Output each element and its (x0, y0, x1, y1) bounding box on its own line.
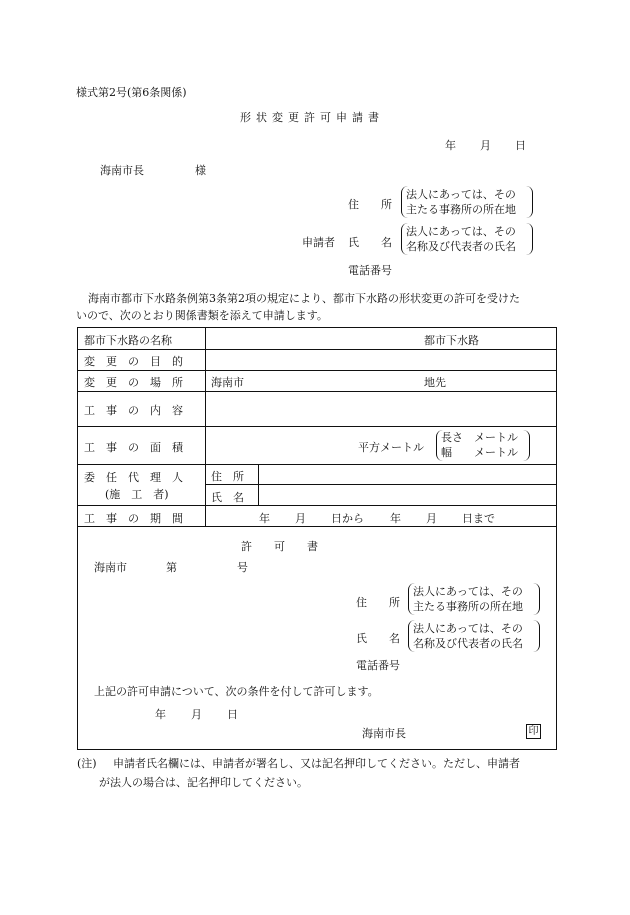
row-divider (77, 349, 557, 350)
note-line: 法人にあっては、その (413, 622, 523, 635)
note-line: 主たる事務所の所在地 (413, 600, 523, 613)
applicant-address-note (401, 186, 533, 218)
agent-address-label: 住 所 (211, 470, 244, 483)
applicant-name-note (401, 223, 533, 255)
date-year-label: 年 (445, 139, 456, 152)
note-line-2: が法人の場合は、記名押印してください。 (99, 776, 308, 789)
row-label-agent: 委 任 代 理 人 (84, 471, 183, 484)
permit-mayor: 海南市長 (362, 727, 406, 740)
intro-line-2: いので、次のとおり関係書類を添えて申請します。 (76, 309, 328, 322)
row-divider (77, 464, 557, 465)
row-divider (77, 526, 557, 527)
row-label-content: 工 事 の 内 容 (84, 404, 183, 417)
row-label-purpose: 変 更 の 目 的 (84, 355, 183, 368)
applicant-phone-label: 電話番号 (348, 264, 392, 277)
permit-name-label: 氏 名 (356, 632, 400, 645)
row-divider (77, 391, 557, 392)
note-line: 名称及び代表者の氏名 (406, 240, 516, 253)
area-length: 長さ メートル (441, 431, 518, 444)
row-divider (77, 370, 557, 371)
row-value-place-city: 海南市 (211, 376, 244, 389)
applicant-address-label: 住 所 (348, 198, 392, 211)
row-area-unit: 平方メートル (358, 441, 424, 454)
note-line: 主たる事務所の所在地 (406, 203, 516, 216)
period-from-month: 月 (295, 512, 306, 525)
permit-year: 年 (155, 708, 166, 721)
applicant-label: 申請者 (302, 236, 335, 249)
note-line-1: 申請者氏名欄には、申請者が署名し、又は記名押印してください。ただし、申請者 (113, 757, 520, 770)
permit-day: 日 (227, 708, 238, 721)
area-width: 幅 メートル (441, 446, 518, 459)
permit-city: 海南市 (94, 561, 127, 574)
addressee: 海南市長 (100, 164, 144, 177)
row-label-area: 工 事 の 面 積 (84, 441, 183, 454)
permit-name-note (408, 620, 540, 652)
seal-mark: 印 (526, 724, 541, 739)
note-line: 名称及び代表者の氏名 (413, 637, 523, 650)
form-number: 様式第2号(第6条関係) (76, 86, 187, 99)
date-day-label: 日 (515, 139, 526, 152)
row-value-name: 都市下水路 (424, 334, 479, 347)
period-to-day: 日まで (462, 512, 495, 525)
note-line: 法人にあっては、その (406, 188, 516, 201)
applicant-name-label: 氏 名 (348, 236, 392, 249)
permit-statement: 上記の許可申請について、次の条件を付して許可します。 (94, 685, 379, 698)
area-dimensions-note (436, 430, 530, 461)
column-divider (258, 464, 259, 505)
period-from-year: 年 (259, 512, 270, 525)
date-month-label: 月 (480, 139, 491, 152)
addressee-honorific: 様 (195, 164, 206, 177)
row-label-agent-sub: (施 工 者) (105, 488, 169, 501)
intro-line-1: 海南市都市下水路条例第3条第2項の規定により、都市下水路の形状変更の許可を受けた (88, 292, 520, 305)
row-label-period: 工 事 の 期 間 (84, 512, 183, 525)
permit-number-prefix: 第 (166, 561, 177, 574)
permit-number-suffix: 号 (237, 561, 248, 574)
permit-phone-label: 電話番号 (356, 659, 400, 672)
permit-address-label: 住 所 (356, 596, 400, 609)
column-divider (205, 327, 206, 526)
row-label-name: 都市下水路の名称 (84, 334, 172, 347)
table-border (77, 749, 557, 750)
period-to-month: 月 (426, 512, 437, 525)
row-divider (77, 505, 557, 506)
period-from-day: 日から (331, 512, 364, 525)
row-label-place: 変 更 の 場 所 (84, 376, 183, 389)
permit-title: 許 可 書 (241, 540, 318, 553)
period-to-year: 年 (390, 512, 401, 525)
note-line: 法人にあっては、その (406, 225, 516, 238)
note-label: (注) (77, 757, 97, 770)
permit-month: 月 (191, 708, 202, 721)
permit-address-note (408, 583, 540, 615)
agent-name-label: 氏 名 (211, 491, 244, 504)
page-title: 形状変更許可申請書 (240, 111, 384, 124)
note-line: 法人にあっては、その (413, 585, 523, 598)
table-border (77, 327, 557, 328)
row-value-place-suffix: 地先 (424, 376, 446, 389)
row-divider (77, 426, 557, 427)
